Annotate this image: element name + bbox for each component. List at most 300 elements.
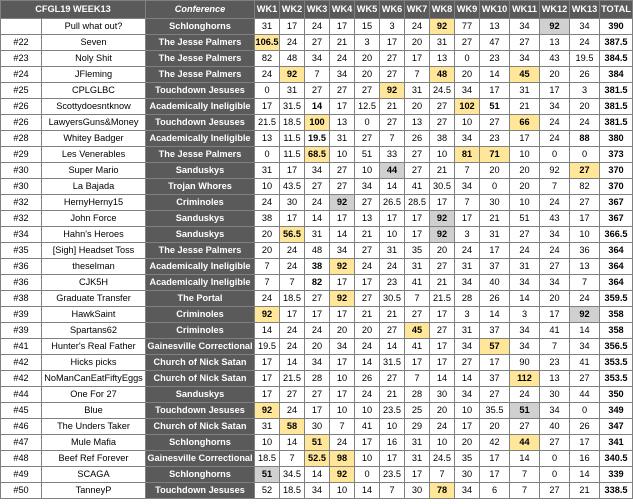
total-cell: 356.5	[600, 339, 633, 355]
wk11-score-cell: 7	[510, 483, 540, 499]
wk2-score-cell: 17	[280, 163, 305, 179]
wk12-score-cell: 17	[540, 307, 570, 323]
team-name-cell: Whitey Badger	[42, 131, 146, 147]
rank-cell: #34	[1, 227, 42, 243]
conference-cell: Gainesville Correctional	[146, 451, 255, 467]
rank-cell: #36	[1, 259, 42, 275]
conference-cell: Schlonghorns	[146, 19, 255, 35]
wk7-score-cell: 28.5	[405, 195, 430, 211]
wk11-score-cell: 34	[510, 51, 540, 67]
wk5-score-cell: 20	[355, 51, 380, 67]
wk11-score-cell: 45	[510, 67, 540, 83]
team-name-cell: HernyHerny15	[42, 195, 146, 211]
wk7-score-cell: 31	[405, 83, 430, 99]
wk6-score-cell: 17	[380, 35, 405, 51]
wk3-score-cell: 38	[305, 259, 330, 275]
wk7-score-cell: 30	[405, 483, 430, 499]
wk8-score-cell: 13	[430, 51, 455, 67]
wk3-score-cell: 30	[305, 419, 330, 435]
team-name-cell: Noly Shit	[42, 51, 146, 67]
wk7-score-cell: 27	[405, 147, 430, 163]
wk4-score-cell: 21	[330, 35, 355, 51]
total-cell: 353.5	[600, 371, 633, 387]
total-cell: 366.5	[600, 227, 633, 243]
rank-cell: #36	[1, 275, 42, 291]
wk12-score-cell: 27	[540, 435, 570, 451]
wk1-score-cell: 0	[255, 147, 280, 163]
wk5-score-cell: 27	[355, 195, 380, 211]
wk13-score-cell: 27	[570, 195, 600, 211]
total-cell: 364	[600, 243, 633, 259]
wk6-score-cell: 21	[380, 99, 405, 115]
wk9-score-cell: 102	[455, 99, 480, 115]
wk12-score-cell: 92	[540, 163, 570, 179]
conference-cell: Criminoles	[146, 323, 255, 339]
total-cell: 367	[600, 211, 633, 227]
total-cell: 359.5	[600, 291, 633, 307]
wk5-score-cell: 20	[355, 323, 380, 339]
wk13-score-cell: 26	[570, 419, 600, 435]
rank-cell: #50	[1, 483, 42, 499]
wk10-score-cell: 20	[480, 163, 510, 179]
wk6-score-cell: 14	[380, 339, 405, 355]
wk4-score-cell: 34	[330, 243, 355, 259]
wk10-score-cell: 27	[480, 387, 510, 403]
wk12-score-cell: 24	[540, 243, 570, 259]
wk3-score-cell: 34	[305, 355, 330, 371]
table-row	[1, 35, 633, 51]
wk10-score-cell: 37	[480, 259, 510, 275]
wk10-score-cell: 27	[480, 115, 510, 131]
wk11-score-cell: 10	[510, 147, 540, 163]
team-name-cell: TanneyP	[42, 483, 146, 499]
conference-cell: Church of Nick Satan	[146, 355, 255, 371]
wk9-score-cell: 3	[455, 227, 480, 243]
team-name-cell: LawyersGuns&Money	[42, 115, 146, 131]
rank-cell: #29	[1, 147, 42, 163]
wk13-score-cell: 16	[570, 451, 600, 467]
rank-cell: #30	[1, 163, 42, 179]
wk5-score-cell: 0	[355, 467, 380, 483]
wk7-score-cell: 31	[405, 435, 430, 451]
wk9-score-cell: 20	[455, 67, 480, 83]
wk11-score-cell: 31	[510, 259, 540, 275]
wk5-score-cell: 24	[355, 259, 380, 275]
team-name-cell: HawkSaint	[42, 307, 146, 323]
wk10-score-cell: 47	[480, 35, 510, 51]
wk5-score-cell: 21	[355, 227, 380, 243]
wk5-score-cell: 21	[355, 307, 380, 323]
wk9-score-cell: 27	[455, 355, 480, 371]
wk4-score-cell: 10	[330, 371, 355, 387]
total-cell: 350	[600, 387, 633, 403]
wk5-score-cell: 12.5	[355, 99, 380, 115]
wk8-score-cell: 92	[430, 19, 455, 35]
wk6-score-cell: 31	[380, 243, 405, 259]
wk4-score-cell: 34	[330, 339, 355, 355]
table-row	[1, 291, 633, 307]
table-row	[1, 211, 633, 227]
wk9-score-cell: 14	[455, 371, 480, 387]
wk1-score-cell: 13	[255, 131, 280, 147]
rank-cell: #41	[1, 339, 42, 355]
wk3-score-cell: 14	[305, 467, 330, 483]
team-name-cell: Blue	[42, 403, 146, 419]
wk8-score-cell: 10	[430, 435, 455, 451]
wk8-score-cell: 21	[430, 275, 455, 291]
wk11-score-cell: 24	[510, 243, 540, 259]
total-cell: 370	[600, 179, 633, 195]
wk9-score-cell: 34	[455, 339, 480, 355]
wk6-header: WK6	[380, 1, 405, 19]
rank-cell: #46	[1, 419, 42, 435]
team-name-cell: Pull what out?	[42, 19, 146, 35]
wk10-score-cell: 40	[480, 275, 510, 291]
conference-cell: Touchdown Jesuses	[146, 483, 255, 499]
conference-cell: Academically Ineligible	[146, 259, 255, 275]
team-name-cell: Mule Mafia	[42, 435, 146, 451]
wk12-score-cell: 20	[540, 67, 570, 83]
wk3-header: WK3	[305, 1, 330, 19]
wk3-score-cell: 51	[305, 435, 330, 451]
wk1-score-cell: 10	[255, 435, 280, 451]
total-cell: 353.5	[600, 355, 633, 371]
wk10-score-cell: 17	[480, 83, 510, 99]
wk3-score-cell: 17	[305, 307, 330, 323]
wk6-score-cell: 33	[380, 147, 405, 163]
wk7-score-cell: 7	[405, 67, 430, 83]
wk4-score-cell: 92	[330, 467, 355, 483]
wk11-score-cell: 24	[510, 387, 540, 403]
wk3-score-cell: 34	[305, 483, 330, 499]
wk10-score-cell: 31	[480, 227, 510, 243]
wk12-score-cell: 20	[540, 291, 570, 307]
wk2-score-cell: 7	[280, 275, 305, 291]
wk7-header: WK7	[405, 1, 430, 19]
wk13-score-cell: 10	[570, 227, 600, 243]
wk9-score-cell: 17	[455, 211, 480, 227]
table-row	[1, 339, 633, 355]
wk12-score-cell: 24	[540, 115, 570, 131]
wk10-score-cell: 17	[480, 467, 510, 483]
wk12-score-cell: 30	[540, 387, 570, 403]
wk7-score-cell: 41	[405, 339, 430, 355]
wk1-score-cell: 106.5	[255, 35, 280, 51]
team-name-cell: CJK5H	[42, 275, 146, 291]
wk12-score-cell: 13	[540, 371, 570, 387]
rank-cell: #39	[1, 323, 42, 339]
wk5-score-cell: 41	[355, 419, 380, 435]
wk9-score-cell: 10	[455, 115, 480, 131]
wk11-score-cell: 34	[510, 339, 540, 355]
wk12-score-cell: 23	[540, 355, 570, 371]
wk10-score-cell: 71	[480, 147, 510, 163]
wk9-score-cell: 31	[455, 323, 480, 339]
wk3-score-cell: 82	[305, 275, 330, 291]
wk6-score-cell: 27	[380, 371, 405, 387]
wk9-header: WK9	[455, 1, 480, 19]
wk6-score-cell: 24	[380, 259, 405, 275]
wk8-score-cell: 20	[430, 243, 455, 259]
wk9-score-cell: 7	[455, 195, 480, 211]
table-row	[1, 323, 633, 339]
wk11-score-cell: 27	[510, 227, 540, 243]
table-row	[1, 227, 633, 243]
wk2-score-cell: 21.5	[280, 371, 305, 387]
table-row	[1, 259, 633, 275]
wk12-score-cell: 13	[540, 35, 570, 51]
wk13-score-cell: 3	[570, 83, 600, 99]
rank-cell: #39	[1, 307, 42, 323]
total-cell: 358	[600, 307, 633, 323]
wk12-score-cell: 43	[540, 211, 570, 227]
table-row	[1, 403, 633, 419]
wk7-score-cell: 29	[405, 419, 430, 435]
wk2-score-cell: 24	[280, 323, 305, 339]
table-row	[1, 67, 633, 83]
wk10-score-cell: 42	[480, 435, 510, 451]
wk2-score-cell: 43.5	[280, 179, 305, 195]
wk8-score-cell: 7	[430, 467, 455, 483]
wk6-score-cell: 17	[380, 451, 405, 467]
wk9-score-cell: 24	[455, 243, 480, 259]
wk1-score-cell: 92	[255, 307, 280, 323]
conference-cell: Academically Ineligible	[146, 275, 255, 291]
wk6-score-cell: 7	[380, 131, 405, 147]
wk4-score-cell: 17	[330, 99, 355, 115]
wk7-score-cell: 31	[405, 451, 430, 467]
wk2-score-cell: 7	[280, 451, 305, 467]
table-row	[1, 179, 633, 195]
wk5-score-cell: 27	[355, 243, 380, 259]
wk5-score-cell: 10	[355, 403, 380, 419]
wk8-score-cell: 17	[430, 307, 455, 323]
table-row	[1, 51, 633, 67]
team-name-cell: JFleming	[42, 67, 146, 83]
wk8-header: WK8	[430, 1, 455, 19]
wk1-score-cell: 51	[255, 467, 280, 483]
wk5-header: WK5	[355, 1, 380, 19]
wk8-score-cell: 78	[430, 483, 455, 499]
wk5-score-cell: 0	[355, 115, 380, 131]
wk3-score-cell: 19.5	[305, 131, 330, 147]
wk2-score-cell: 24	[280, 339, 305, 355]
wk1-score-cell: 31	[255, 19, 280, 35]
wk1-score-cell: 17	[255, 355, 280, 371]
conference-cell: Church of Nick Satan	[146, 371, 255, 387]
wk4-score-cell: 98	[330, 451, 355, 467]
conference-cell: The Jesse Palmers	[146, 67, 255, 83]
wk9-score-cell: 34	[455, 83, 480, 99]
conference-header: Conference	[146, 1, 255, 19]
wk2-score-cell: 17	[280, 211, 305, 227]
wk5-score-cell: 34	[355, 179, 380, 195]
conference-cell: The Jesse Palmers	[146, 243, 255, 259]
wk2-score-cell: 14	[280, 355, 305, 371]
wk4-score-cell: 17	[330, 307, 355, 323]
wk3-score-cell: 7	[305, 67, 330, 83]
wk4-score-cell: 7	[330, 419, 355, 435]
wk13-score-cell: 34	[570, 19, 600, 35]
wk12-score-cell: 27	[540, 483, 570, 499]
wk7-score-cell: 41	[405, 275, 430, 291]
wk1-score-cell: 24	[255, 195, 280, 211]
wk4-score-cell: 24	[330, 435, 355, 451]
wk3-score-cell: 24	[305, 19, 330, 35]
wk7-score-cell: 17	[405, 227, 430, 243]
wk2-score-cell: 18.5	[280, 483, 305, 499]
total-cell: 380	[600, 131, 633, 147]
wk11-score-cell: 31	[510, 83, 540, 99]
conference-cell: The Jesse Palmers	[146, 147, 255, 163]
total-cell: 358	[600, 323, 633, 339]
wk13-score-cell: 27	[570, 371, 600, 387]
wk11-score-cell: 51	[510, 403, 540, 419]
conference-cell: Schlonghorns	[146, 435, 255, 451]
wk10-score-cell: 17	[480, 243, 510, 259]
wk2-score-cell: 31	[280, 83, 305, 99]
total-cell: 341	[600, 435, 633, 451]
wk3-score-cell: 24	[305, 323, 330, 339]
wk12-score-cell: 7	[540, 339, 570, 355]
wk10-score-cell: 14	[480, 307, 510, 323]
wk13-score-cell: 19.5	[570, 51, 600, 67]
wk9-score-cell: 81	[455, 147, 480, 163]
team-name-cell: Beef Ref Forever	[42, 451, 146, 467]
wk11-score-cell: 14	[510, 451, 540, 467]
wk8-score-cell: 17	[430, 195, 455, 211]
wk6-score-cell: 27	[380, 115, 405, 131]
wk13-score-cell: 0	[570, 147, 600, 163]
rank-cell: #47	[1, 435, 42, 451]
wk10-score-cell: 0	[480, 179, 510, 195]
rank-cell: #24	[1, 67, 42, 83]
wk8-score-cell: 21.5	[430, 291, 455, 307]
conference-cell: Touchdown Jesuses	[146, 403, 255, 419]
rank-cell: #28	[1, 131, 42, 147]
wk3-score-cell: 27	[305, 387, 330, 403]
wk4-score-cell: 27	[330, 163, 355, 179]
wk5-score-cell: 27	[355, 291, 380, 307]
total-cell: 384.5	[600, 51, 633, 67]
wk11-score-cell: 27	[510, 419, 540, 435]
wk4-score-cell: 10	[330, 403, 355, 419]
wk13-score-cell: 7	[570, 275, 600, 291]
wk13-score-cell: 36	[570, 243, 600, 259]
wk9-score-cell: 30	[455, 467, 480, 483]
wk6-score-cell: 44	[380, 163, 405, 179]
wk8-score-cell: 20	[430, 403, 455, 419]
wk6-score-cell: 10	[380, 227, 405, 243]
table-row	[1, 19, 633, 35]
wk6-score-cell: 16	[380, 435, 405, 451]
wk1-score-cell: 19.5	[255, 339, 280, 355]
wk9-score-cell: 7	[455, 163, 480, 179]
wk1-score-cell: 38	[255, 211, 280, 227]
rank-cell: #32	[1, 211, 42, 227]
wk11-score-cell: 14	[510, 291, 540, 307]
wk1-score-cell: 20	[255, 227, 280, 243]
wk10-score-cell: 23	[480, 131, 510, 147]
wk5-score-cell: 10	[355, 163, 380, 179]
table-row	[1, 307, 633, 323]
wk8-score-cell: 27	[430, 323, 455, 339]
wk1-score-cell: 24	[255, 67, 280, 83]
wk12-score-cell: 0	[540, 147, 570, 163]
wk8-score-cell: 27	[430, 259, 455, 275]
wk5-score-cell: 14	[355, 483, 380, 499]
wk2-score-cell: 24	[280, 243, 305, 259]
wk4-score-cell: 10	[330, 483, 355, 499]
wk2-header: WK2	[280, 1, 305, 19]
rank-cell: #49	[1, 467, 42, 483]
wk6-score-cell: 21	[380, 307, 405, 323]
wk4-score-cell: 13	[330, 115, 355, 131]
rank-cell: #25	[1, 83, 42, 99]
total-cell: 387.5	[600, 35, 633, 51]
wk3-score-cell: 14	[305, 211, 330, 227]
wk13-score-cell: 41	[570, 355, 600, 371]
wk10-score-cell: 14	[480, 67, 510, 83]
wk10-score-cell: 6	[480, 483, 510, 499]
conference-cell: Church of Nick Satan	[146, 419, 255, 435]
wk8-score-cell: 92	[430, 211, 455, 227]
wk5-score-cell: 13	[355, 211, 380, 227]
conference-cell: Criminoles	[146, 195, 255, 211]
wk6-score-cell: 27	[380, 67, 405, 83]
wk3-score-cell: 27	[305, 35, 330, 51]
wk7-score-cell: 7	[405, 291, 430, 307]
wk2-score-cell: 27	[280, 387, 305, 403]
wk3-score-cell: 17	[305, 403, 330, 419]
wk12-score-cell: 40	[540, 419, 570, 435]
rank-cell: #32	[1, 195, 42, 211]
table-row	[1, 483, 633, 499]
wk12-score-cell: 34	[540, 403, 570, 419]
wk11-score-cell: 7	[510, 467, 540, 483]
team-name-cell: [Sigh] Headset Toss	[42, 243, 146, 259]
wk3-score-cell: 31	[305, 227, 330, 243]
wk6-score-cell: 3	[380, 19, 405, 35]
total-cell: 370	[600, 163, 633, 179]
table-row	[1, 419, 633, 435]
wk1-score-cell: 82	[255, 51, 280, 67]
table-row	[1, 195, 633, 211]
wk4-score-cell: 92	[330, 259, 355, 275]
team-name-cell: Hicks picks	[42, 355, 146, 371]
rank-cell	[1, 19, 42, 35]
wk1-score-cell: 92	[255, 403, 280, 419]
wk4-score-cell: 92	[330, 291, 355, 307]
wk4-score-cell: 27	[330, 83, 355, 99]
header-row	[1, 1, 633, 19]
conference-cell: Academically Ineligible	[146, 131, 255, 147]
wk8-score-cell: 92	[430, 227, 455, 243]
wk11-score-cell: 20	[510, 179, 540, 195]
wk9-score-cell: 34	[455, 275, 480, 291]
wk6-score-cell: 21	[380, 387, 405, 403]
wk8-score-cell: 10	[430, 147, 455, 163]
conference-cell: The Portal	[146, 291, 255, 307]
wk7-score-cell: 27	[405, 163, 430, 179]
wk5-score-cell: 17	[355, 275, 380, 291]
wk7-score-cell: 28	[405, 387, 430, 403]
wk3-score-cell: 52.5	[305, 451, 330, 467]
wk10-score-cell: 13	[480, 19, 510, 35]
wk1-score-cell: 17	[255, 99, 280, 115]
wk11-score-cell: 44	[510, 435, 540, 451]
wk1-score-cell: 0	[255, 83, 280, 99]
